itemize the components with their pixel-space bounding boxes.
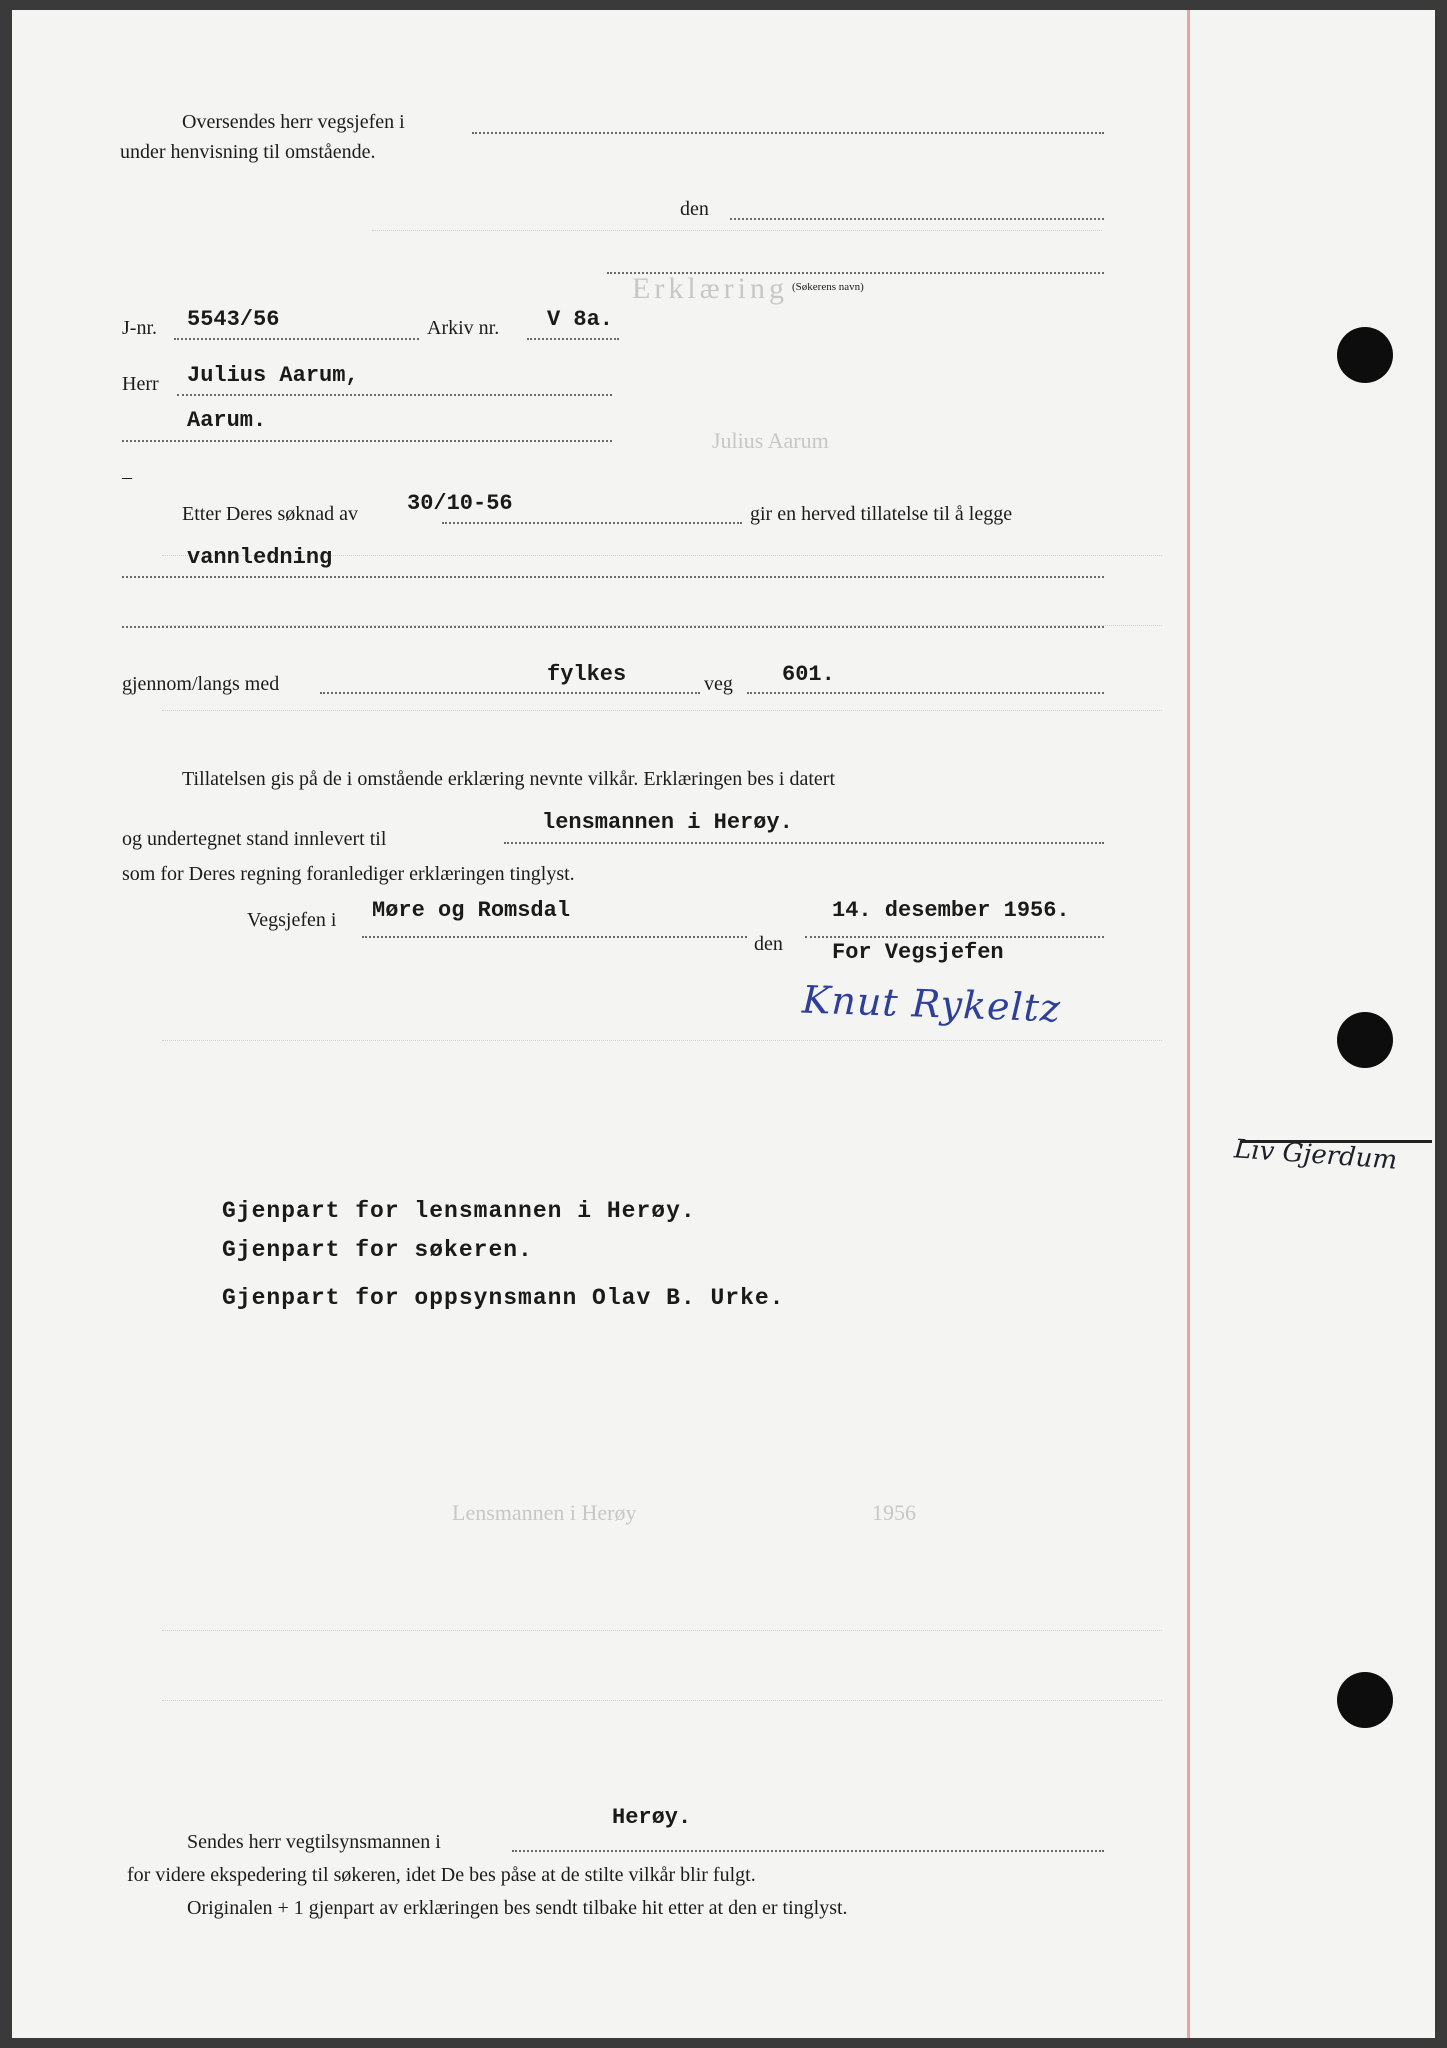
bleed-through-text: 1956 (872, 1500, 916, 1525)
etter-label: Etter Deres søknad av (182, 503, 359, 525)
dotted-line (607, 272, 1104, 274)
footer-sendes: Sendes herr vegtilsynsmannen i (187, 1831, 441, 1853)
bleed-through-text: Julius Aarum (712, 428, 829, 453)
jnr-label: J-nr. (122, 317, 157, 339)
recipient-place: Aarum. (187, 408, 267, 433)
header-line-1: Oversendes herr vegsjefen i (182, 111, 405, 133)
bleed-through-line (162, 1040, 1162, 1041)
bleed-through-line (162, 1700, 1162, 1701)
signature-date: 14. desember 1956. (832, 898, 1070, 923)
jnr-value: 5543/56 (187, 307, 280, 332)
dotted-line (747, 692, 1104, 694)
margin-line (1187, 10, 1190, 2038)
copy-line: Gjenpart for lensmannen i Herøy. (222, 1198, 696, 1224)
footer-line-2: for videre ekspedering til søkeren, idet De bes påse at de stilte vilkår blir fulgt. (127, 1864, 756, 1886)
dotted-line (174, 338, 419, 340)
copy-line: Gjenpart for oppsynsmann Olav B. Urke. (222, 1285, 785, 1311)
footer-place: Herøy. (612, 1805, 692, 1830)
conditions-line-2: og undertegnet stand innlevert til (122, 828, 387, 850)
sokerens-navn-label: (Søkerens navn) (792, 281, 864, 293)
dotted-line (527, 338, 619, 340)
for-vegsjefen: For Vegsjefen (832, 940, 1004, 965)
dotted-line (512, 1850, 1104, 1852)
bleed-through-text: Lensmannen i Herøy (452, 1500, 637, 1525)
conditions-line-3: som for Deres regning foranlediger erklæringen tinglyst. (122, 863, 575, 885)
dotted-line (504, 842, 1104, 844)
dotted-line (730, 218, 1104, 220)
dotted-line (320, 692, 700, 694)
footer-line-3: Originalen + 1 gjenpart av erklæringen bes sendt tilbake hit etter at den er tinglyst. (187, 1897, 848, 1919)
dotted-line (122, 440, 612, 442)
punch-hole (1337, 1672, 1393, 1728)
den-label-2: den (754, 933, 783, 955)
county: Møre og Romsdal (372, 898, 571, 923)
veg-label: veg (704, 673, 733, 695)
gir-label: gir en herved tillatelse til å legge (750, 503, 1013, 525)
punch-hole (1337, 1012, 1393, 1068)
deliver-to: lensmannen i Herøy. (542, 810, 793, 835)
conditions-line-1: Tillatelsen gis på de i omstående erklæring nevnte vilkår. Erklæringen bes i datert (182, 768, 836, 790)
application-object: vannledning (187, 545, 333, 570)
vegsjef-signature: Knut Rykeltz (801, 977, 1062, 1031)
arkiv-value: V 8a. (547, 307, 614, 332)
dotted-line (442, 522, 742, 524)
road-type: fylkes (547, 662, 627, 687)
dotted-line (122, 626, 1104, 628)
vegsjefen-label: Vegsjefen i (247, 909, 337, 931)
gjennom-label: gjennom/langs med (122, 673, 280, 695)
punch-hole (1337, 327, 1393, 383)
header-line-2: under henvisning til omstående. (120, 141, 376, 163)
copy-line: Gjenpart for søkeren. (222, 1237, 533, 1263)
bleed-through-text: Erklæring (632, 272, 788, 305)
dotted-line (805, 936, 1104, 938)
dotted-line (362, 936, 747, 938)
bleed-through-line (162, 710, 1162, 711)
application-date: 30/10-56 (407, 491, 513, 516)
dash: – (122, 466, 132, 488)
dotted-line (122, 576, 1104, 578)
margin-signature: Liv Gjerdum (1233, 1134, 1399, 1176)
road-number: 601. (782, 662, 835, 687)
bleed-through-line (162, 1630, 1162, 1631)
den-label: den (680, 198, 709, 220)
arkiv-label: Arkiv nr. (427, 317, 500, 339)
document-page (12, 10, 1435, 2038)
recipient-name: Julius Aarum, (187, 363, 359, 388)
dotted-line (177, 394, 612, 396)
bleed-through-line (372, 230, 1102, 231)
herr-label: Herr (122, 373, 159, 395)
dotted-line (472, 132, 1104, 134)
